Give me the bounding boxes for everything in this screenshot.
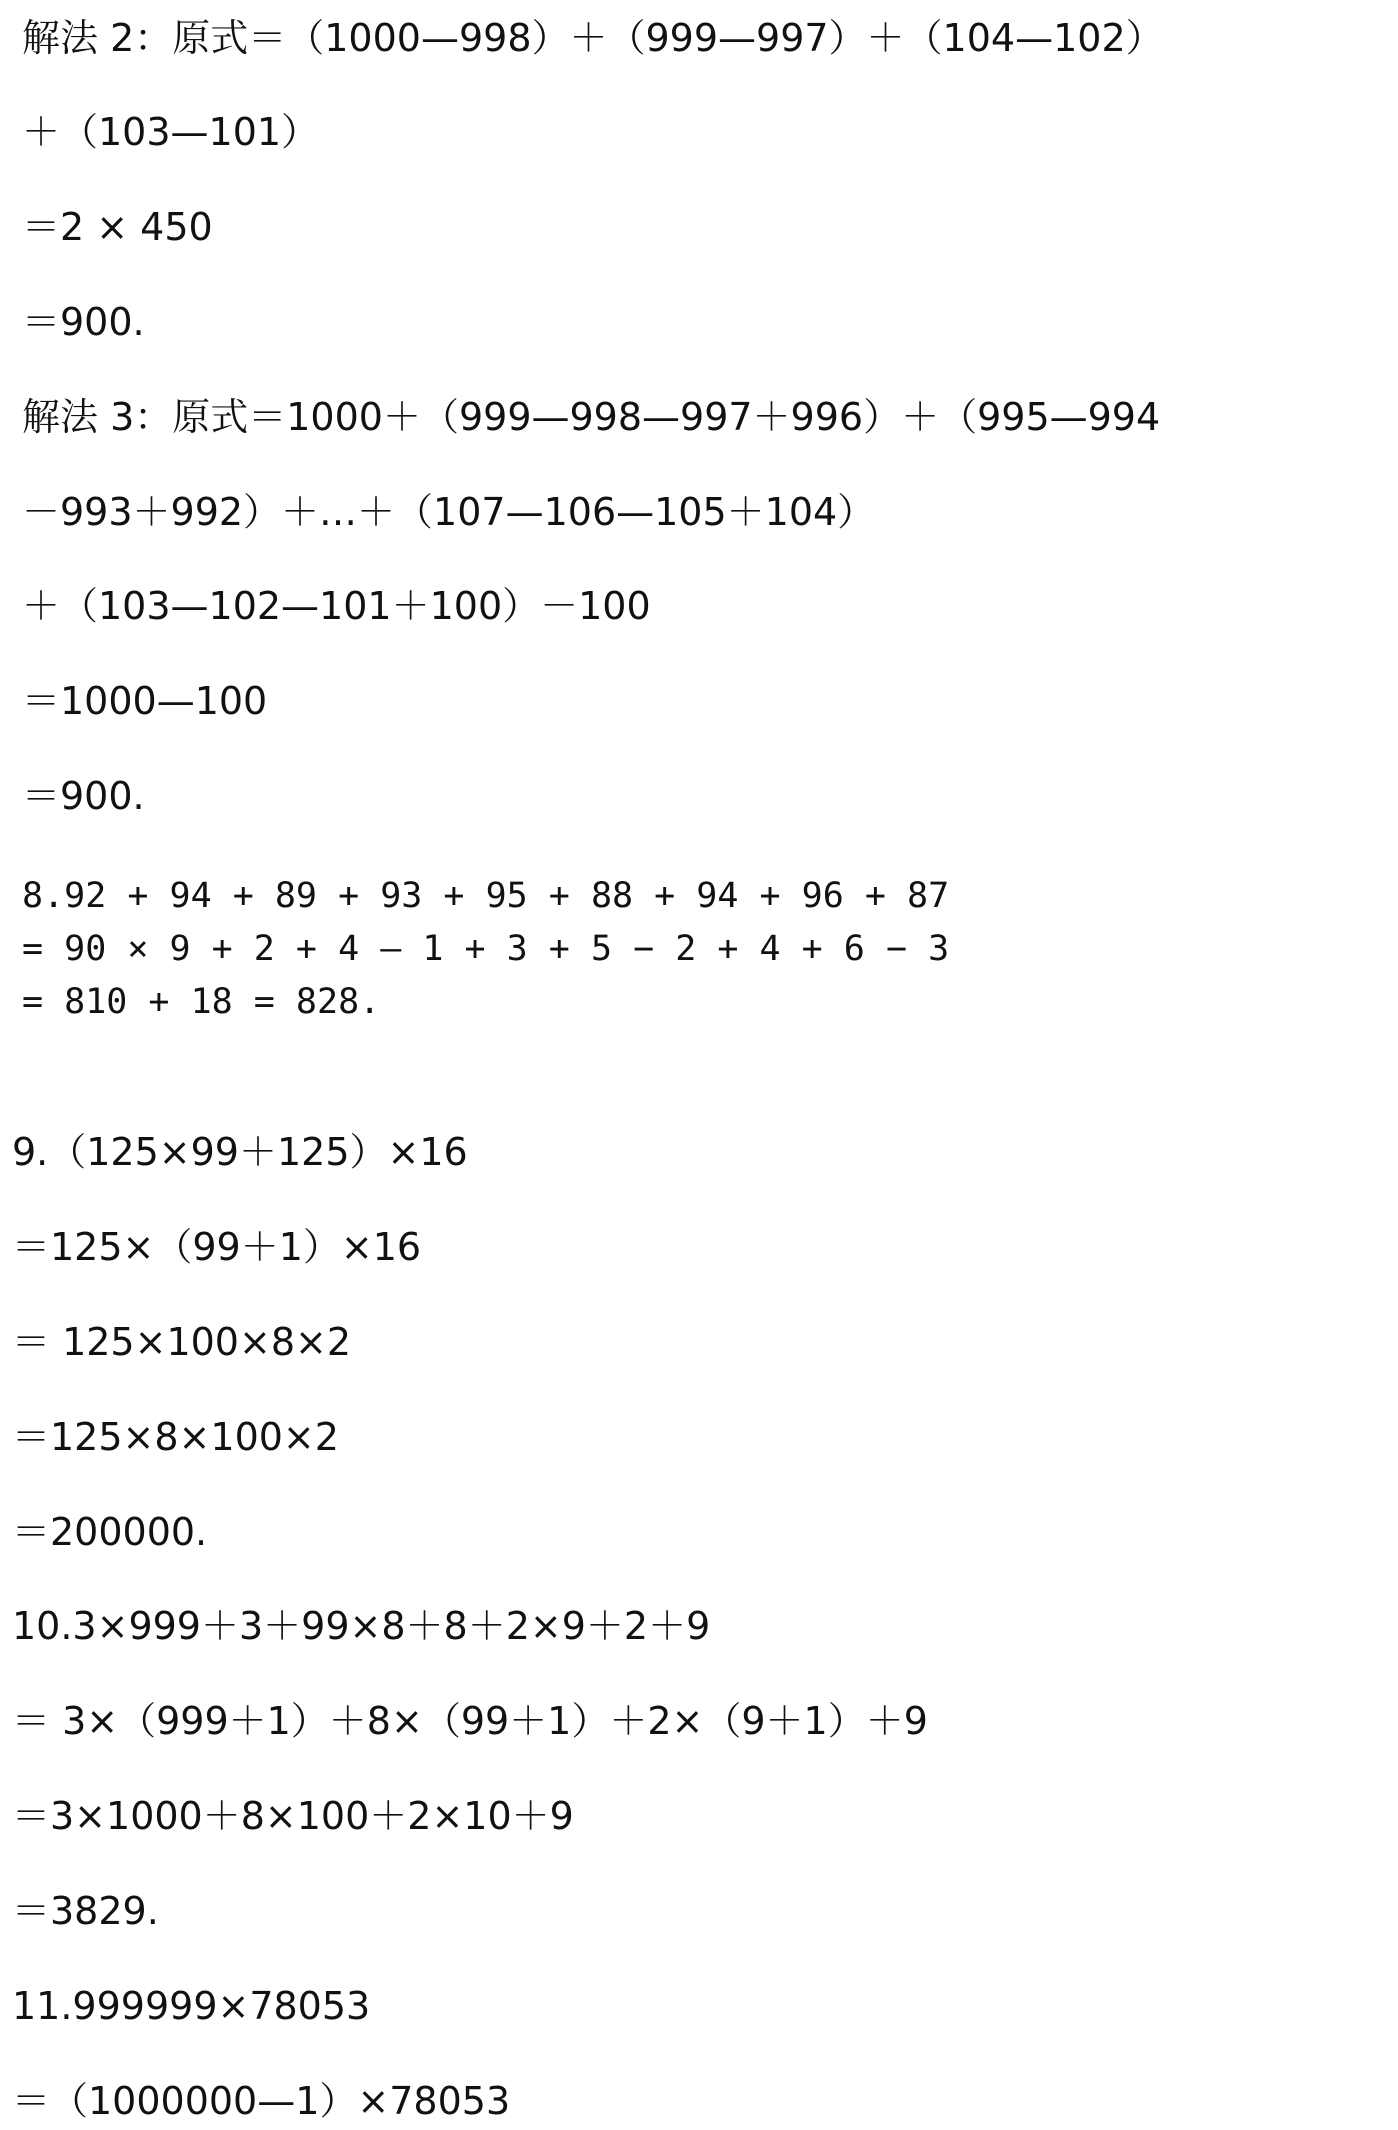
text-line: 8.92 + 94 + 89 + 93 + 95 + 88 + 94 + 96 + 87	[22, 876, 950, 916]
text-line: －993＋992）＋…＋（107—106—105＋104）	[22, 490, 876, 534]
text-line: ＝125×（99＋1）×16	[12, 1225, 422, 1269]
text-line: ＋（103—102—101＋100）－100	[22, 584, 651, 628]
text-line: ＝（1000000—1）×78053	[12, 2079, 511, 2123]
text-line: 解法 2：原式＝（1000—998）＋（999—997）＋（104—102）	[22, 16, 1164, 60]
text-line: ＝3829.	[12, 1889, 159, 1933]
text-line: ＝900.	[22, 300, 145, 344]
text-line: ＋（103—101）	[22, 110, 320, 154]
text-line: ＝900.	[22, 774, 145, 818]
text-line: ＝ 125×100×8×2	[12, 1320, 352, 1364]
text-line: ＝ 3×（999＋1）＋8×（99＋1）＋2×（9＋1）＋9	[12, 1699, 928, 1743]
text-line: ＝2 × 450	[22, 205, 213, 249]
text-line: ＝125×8×100×2	[12, 1415, 339, 1459]
text-line: 10.3×999＋3＋99×8＋8＋2×9＋2＋9	[12, 1604, 711, 1648]
text-line: ＝1000—100	[22, 679, 268, 723]
text-line: 9.（125×99＋125）×16	[12, 1130, 468, 1174]
text-line: ＝3×1000＋8×100＋2×10＋9	[12, 1794, 574, 1838]
text-line: 11.999999×78053	[12, 1984, 371, 2028]
text-line: 解法 3：原式＝1000＋（999—998—997＋996）＋（995—994	[22, 395, 1161, 439]
text-line: = 90 × 9 + 2 + 4 — 1 + 3 + 5 − 2 + 4 + 6 − 3	[22, 929, 950, 969]
text-line: = 810 + 18 = 828.	[22, 982, 381, 1022]
text-line: ＝200000.	[12, 1510, 208, 1554]
